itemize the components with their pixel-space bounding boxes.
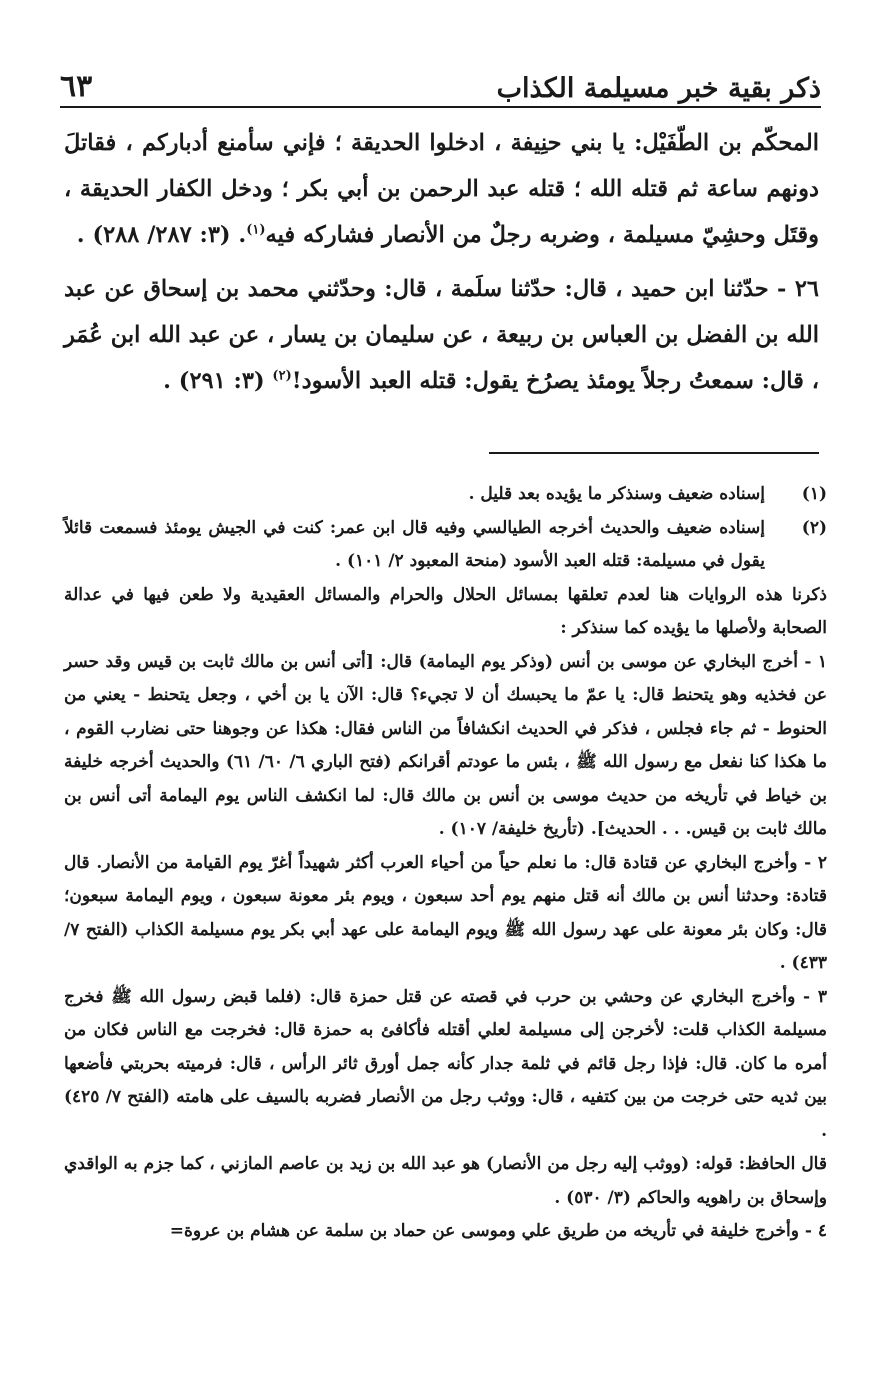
footnote-1 [64,478,827,512]
running-title: ذكر بقية خبر مسيلمة الكذاب [496,73,821,104]
main-text [64,120,819,412]
main-paragraph-1 [64,120,819,258]
footnote-item-2: ٢ - وأخرج البخاري عن قتادة قال: ما نعلم حياً من أحياء العرب أكثر شهيداً أغرّ يوم القيامة من الأنصار. قال قتادة: وحدثنا أنس بن مالك أنه قتل منهم يوم أحد سبعون ، ويوم بئر معونة سبعون ، ويوم اليمامة سبعون؛ قال: وكان بئر معونة على عهد رسول الله ﷺ ويوم اليمامة على عهد أبي بكر يوم مسيلمة الكذاب (الفتح ٧/ ٤٣٣) . [64,852,827,973]
footnote-separator [489,452,819,454]
footnote-1-text: إسناده ضعيف وسنذكر ما يؤيده بعد قليل . [468,484,765,504]
footnote-item-4: ٤ - وأخرج خليفة في تأريخه من طريق علي وموسى عن حماد بن سلمة عن هشام بن عروة= [169,1221,827,1241]
hadith-number: ٢٦ - [777,276,819,302]
paragraph-1-text: المحكّم بن الطّفَيْل: يا بني حنِيفة ، ادخلوا الحديقة ؛ فإني سأمنع أدباركم ، فقاتلَ دونهم ساعة ثم قتله الله ؛ قتله عبد الرحمن بن أبي بكر ؛ ودخل الكفار الحديقة ، وقتَل وحشِيّ مسيلمة ، وضربه رجلٌ من الأنصار فشاركه فيه [64,130,819,248]
page-header [60,58,821,108]
footnote-2-number: (٢) [801,517,827,538]
footnote-marker-2: (٢) [272,368,292,384]
paragraph-2-reference: (٣: ٢٩١) . [163,368,273,394]
main-paragraph-2 [64,266,819,404]
footnote-item-1: ١ - أخرج البخاري عن موسى بن أنس (وذكر يوم اليمامة) قال: [أتى أنس بن مالك ثابت بن قيس وقد حسر عن فخذيه وهو يتحنط قال: يا عمّ ما يحبسك أن لا تجيء؟ قال: الآن يا بن أخي ، وجعل يتحنط - يعني من الحنوط - ثم جاء فجلس ، فذكر في الحديث انكشافاً من الناس فقال: هكذا عن وجوهنا حتى نضارب القوم ، ما هكذا كنا نفعل مع رسول الله ﷺ ، بئس ما عودتم أقرانكم (فتح الباري ٦/ ٦٠/ ٦١) والحديث أخرجه خليفة بن خياط في تأريخه من حديث موسى بن أنس بن مالك قال: لما انكشف الناس يوم اليمامة أتى أنس بن مالك ثابت بن قيس. . . الحديث]. (تأريخ خليفة/ ١٠٧) . [64,651,827,839]
footnote-hafiz: قال الحافظ: قوله: (ووثب إليه رجل من الأنصار) هو عبد الله بن زيد بن عاصم المازني ، كما جزم به الواقدي وإسحاق بن راهويه والحاكم (٣/ ٥٣٠) . [64,1154,827,1208]
footnote-2 [64,512,827,579]
paragraph-1-reference: . (٣: ٢٨٧/ ٢٨٨) . [76,222,247,248]
paragraph-2-text: حدّثنا ابن حميد ، قال: حدّثنا سلَمة ، قال: وحدّثني محمد بن إسحاق عن عبد الله بن الفضل بن العباس بن ربيعة ، عن سليمان بن يسار ، عن عبد الله ابن عُمَر ، قال: سمعتُ رجلاً يومئذ يصرُخ يقول: قتله العبد الأسود! [64,276,819,394]
footnote-1-number: (١) [801,484,827,504]
page-number: ٦٣ [60,69,93,104]
footnote-item-3: ٣ - وأخرج البخاري عن وحشي بن حرب في قصته عن قتل حمزة قال: (فلما قبض رسول الله ﷺ فخرج مسيلمة الكذاب قلت: لأخرجن إلى مسيلمة لعلي أقتله فأكافئ به حمزة قال: فخرجت مع الناس فكان من أمره ما كان. قال: فإذا رجل قائم في ثلمة جدار كأنه جمل أورق ثائر الرأس ، قال: فرميته بحربتي فأضعها بين ثديه حتى خرجت من بين كتفيه ، قال: ووثب رجل من الأنصار فضربه بالسيف على هامته (الفتح ٧/ ٤٢٥) . [64,986,827,1141]
footnotes-section [64,478,827,1249]
footnote-2-text: إسناده ضعيف والحديث أخرجه الطيالسي وفيه قال ابن عمر: كنت في الجيش يومئذ فسمعت قائلاً يقول في مسيلمة: قتله العبد الأسود (منحة المعبود ٢/ ١٠١) . [64,517,765,571]
footnote-marker-1: (١) [246,222,266,238]
footnote-intro: ذكرنا هذه الروايات هنا لعدم تعلقها بمسائل الحلال والحرام والمسائل العقيدية ولا طعن فيها في عدالة الصحابة ولأصلها ما يؤيده كما سنذكر : [64,584,827,638]
